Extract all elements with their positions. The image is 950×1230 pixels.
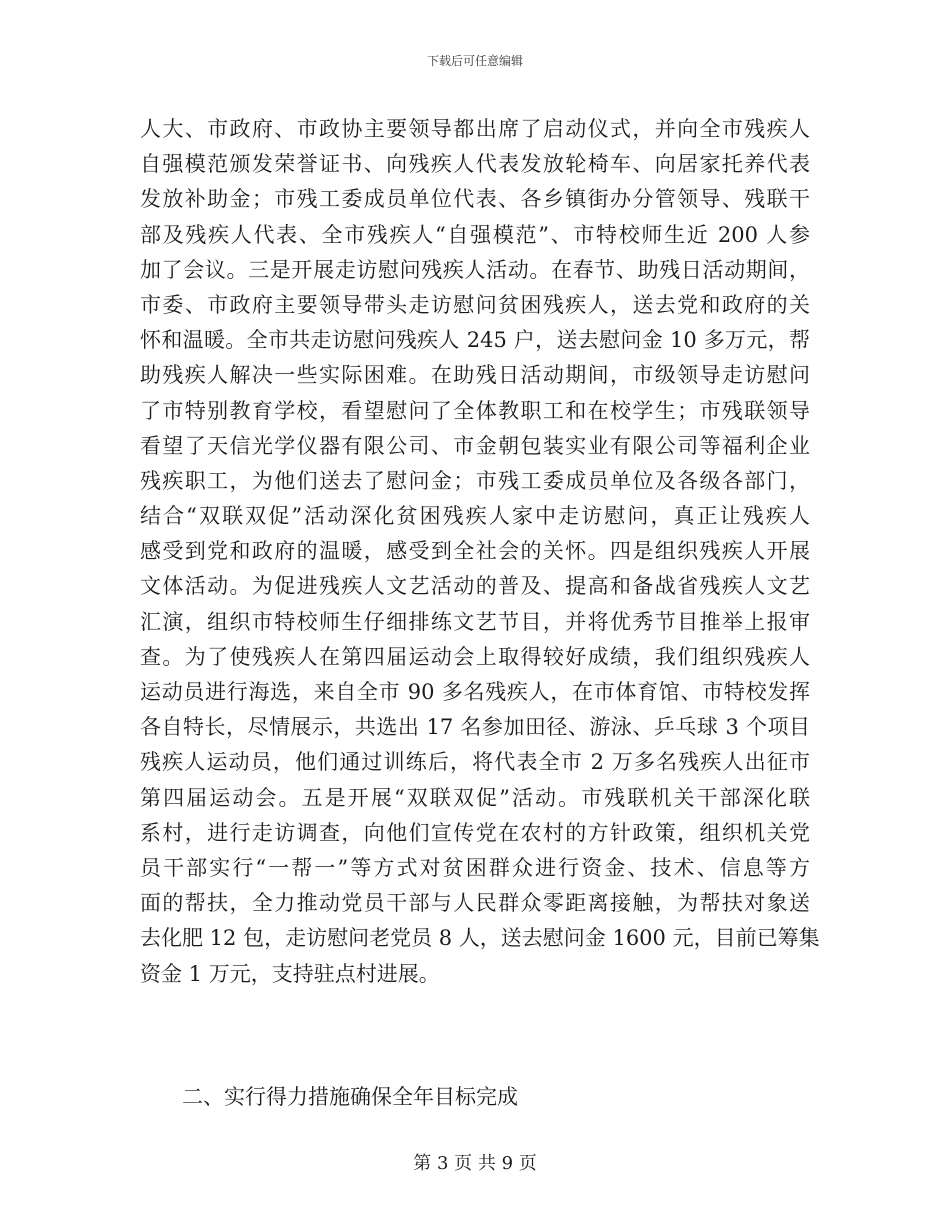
text-line: 发放补助金；市残工委成员单位代表、各乡镇街办分管领导、残联干: [140, 187, 810, 212]
page-header-note: 下载后可任意编辑: [426, 54, 523, 68]
text-line: 怀和温暖。全市共走访慰问残疾人 245 户，送去慰问金 10 多万元，帮: [140, 328, 810, 353]
text-line: 运动员进行海选，来自全市 90 多名残疾人，在市体育馆、市特校发挥: [140, 680, 810, 704]
text-line: 市委、市政府主要领导带头走访慰问贫困残疾人，送去党和政府的关: [140, 292, 810, 317]
text-line: 资金 1 万元，支持驻点村进展。: [140, 961, 440, 986]
text-line: 感受到党和政府的温暖，感受到全社会的关怀。四是组织残疾人开展: [140, 539, 810, 564]
text-line: 看望了天信光学仪器有限公司、市金朝包装实业有限公司等福利企业: [140, 433, 810, 458]
section-heading: 二、实行得力措施确保全年目标完成: [182, 1085, 518, 1109]
text-line: 残疾职工，为他们送去了慰问金；市残工委成员单位及各级各部门，: [140, 468, 810, 493]
text-line: 汇演，组织市特校师生仔细排练文艺节目，并将优秀节目推举上报审: [140, 609, 810, 634]
text-line: 第四届运动会。五是开展“双联双促”活动。市残联机关干部深化联: [140, 785, 810, 810]
text-line: 了市特别教育学校，看望慰问了全体教职工和在校学生；市残联领导: [140, 398, 810, 423]
text-line: 面的帮扶，全力推动党员干部与人民群众零距离接触，为帮扶对象送: [140, 891, 810, 916]
text-line: 人大、市政府、市政协主要领导都出席了启动仪式，并向全市残疾人: [140, 117, 810, 141]
text-line: 查。为了使残疾人在第四届运动会上取得较好成绩，我们组织残疾人: [140, 644, 810, 669]
text-line: 部及残疾人代表、全市残疾人“自强模范”、市特校师生近 200 人参: [140, 222, 810, 247]
text-line: 残疾人运动员，他们通过训练后，将代表全市 2 万多名残疾人出征市: [140, 750, 810, 775]
text-line: 系村，进行走访调查，向他们宣传党在农村的方针政策，组织机关党: [140, 820, 810, 845]
text-line: 助残疾人解决一些实际困难。在助残日活动期间，市级领导走访慰问: [140, 363, 810, 388]
text-line: 自强模范颁发荣誉证书、向残疾人代表发放轮椅车、向居家托养代表: [140, 152, 810, 177]
text-line: 结合“双联双促”活动深化贫困残疾人家中走访慰问，真正让残疾人: [140, 504, 810, 529]
text-line: 去化肥 12 包，走访慰问老党员 8 人，送去慰问金 1600 元，目前已筹集: [140, 926, 820, 951]
text-line: 各自特长，尽情展示，共选出 17 名参加田径、游泳、乒乓球 3 个项目: [140, 715, 810, 740]
text-line: 员干部实行“一帮一”等方式对贫困群众进行资金、技术、信息等方: [140, 855, 810, 880]
body-paragraph: [140, 112, 820, 992]
text-line: 文体活动。为促进残疾人文艺活动的普及、提高和备战省残疾人文艺: [140, 574, 810, 599]
page-number-footer: 第 3 页 共 9 页: [413, 1153, 537, 1174]
text-line: 加了会议。三是开展走访慰问残疾人活动。在春节、助残日活动期间，: [140, 257, 810, 282]
